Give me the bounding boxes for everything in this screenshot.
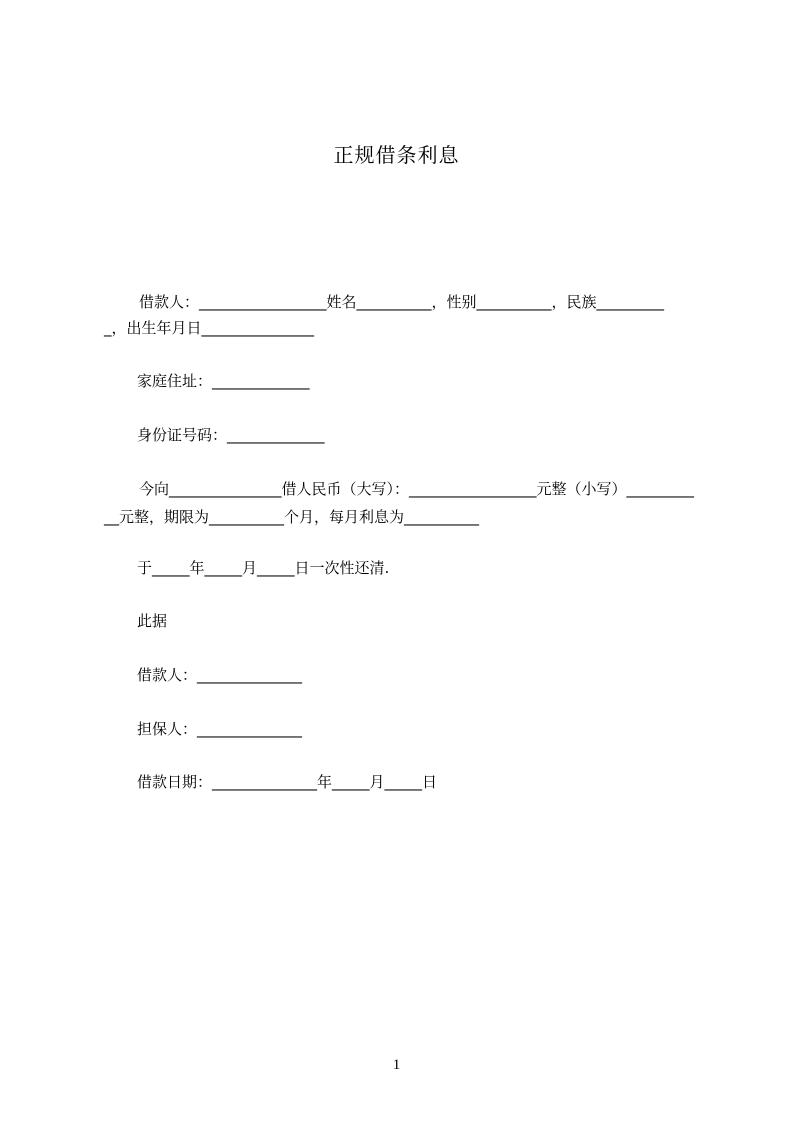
page-number: 1 xyxy=(392,1057,401,1073)
loan-amount-text-1: 今向_______________借人民币（大写）：_________________元整（小写）_________ xyxy=(139,480,695,498)
borrower-info-line-2 xyxy=(104,318,704,338)
id-number-line xyxy=(137,425,737,445)
id-number-text: 身份证号码：_____________ xyxy=(137,426,325,444)
repay-date-text: 于_____年_____月_____日一次性还清. xyxy=(137,559,390,577)
evidence-line xyxy=(137,611,737,631)
loan-amount-line-2 xyxy=(104,507,704,527)
borrower-signature-line xyxy=(137,665,737,685)
repay-date-line xyxy=(137,558,737,578)
borrower-info-line-1 xyxy=(139,292,704,312)
guarantor-signature-text: 担保人：______________ xyxy=(137,720,303,738)
document-title: 正规借条利息 xyxy=(333,143,460,167)
borrower-info-text-1: 借款人：_________________姓名__________，性别__________，民族_________ xyxy=(139,293,665,311)
borrower-info-text-2: _，出生年月日_______________ xyxy=(104,319,315,337)
evidence-text: 此据 xyxy=(137,612,168,630)
loan-amount-text-2: __元整，期限为__________个月，每月利息为__________ xyxy=(104,508,480,526)
home-address-line xyxy=(137,371,737,391)
loan-date-text: 借款日期：______________年_____月_____日 xyxy=(137,773,438,791)
guarantor-signature-line xyxy=(137,719,737,739)
home-address-text: 家庭住址：_____________ xyxy=(137,372,310,390)
loan-date-line xyxy=(137,772,737,792)
borrower-signature-text: 借款人：______________ xyxy=(137,666,303,684)
loan-amount-line-1 xyxy=(139,479,704,499)
